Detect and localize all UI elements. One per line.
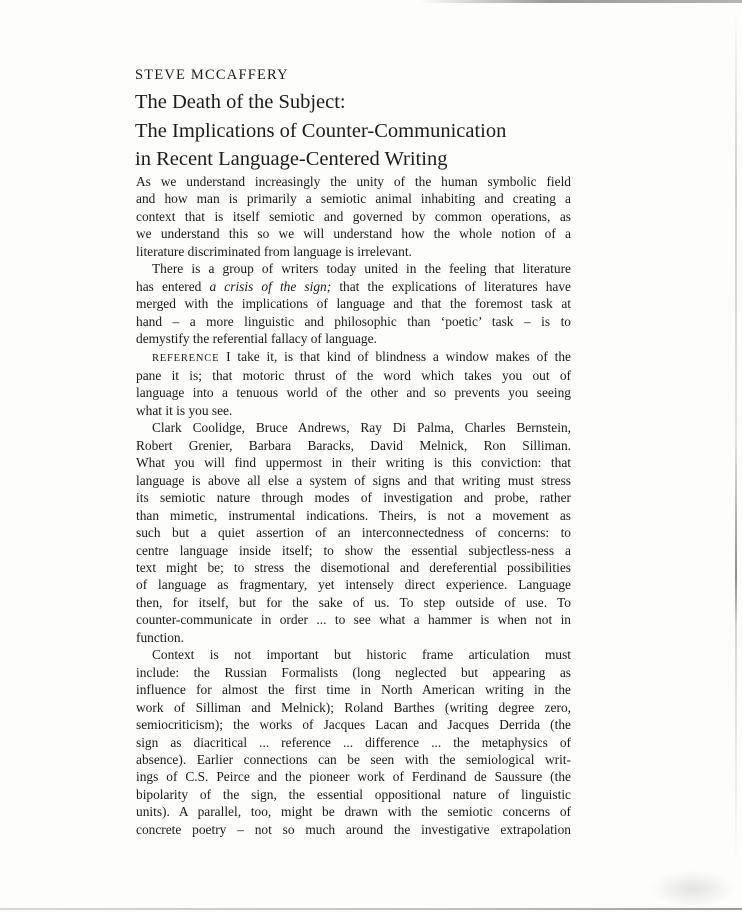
body-line: There is a group of writers today united in the feeling that literature [152, 261, 571, 277]
article-title [135, 88, 506, 174]
scan-edge-right [735, 10, 737, 870]
body-line: semiocriticism); the works of Jacques Lacan and Jacques Derrida (the [136, 717, 571, 733]
body-line: we understand this so we will understand how the whole notion of a [136, 226, 571, 242]
body-line: such but a quiet assertion of an interconnectedness of concerns: to [136, 525, 571, 541]
title-line: The Death of the Subject: [135, 91, 346, 113]
body-line: language is above all else a system of signs and that writing must stress [136, 472, 571, 488]
body-line: pane it is; that motoric thrust of the word which takes you out of [136, 367, 571, 383]
body-line: sign as diacritical ... reference ... difference ... the metaphysics of [136, 734, 571, 750]
scan-edge-bottom [0, 908, 742, 910]
body-line: literature discriminated from language is irrelevant. [136, 243, 412, 259]
body-line [136, 278, 571, 295]
article-body [136, 173, 571, 838]
body-line: ings of C.S. Peirce and the pioneer work of Ferdinand de Saussure (the [136, 769, 571, 785]
title-line: The Implications of Counter-Communication [135, 119, 507, 142]
body-line: than mimetic, instrumental indications. Theirs, is not a movement as [136, 507, 571, 523]
body-line: As we understand increasingly the unity of the human symbolic field [136, 174, 571, 189]
body-text-run: that the explications of literatures have [331, 278, 571, 294]
body-line: units). A parallel, too, might be drawn with the semiotic concerns of [136, 804, 571, 820]
body-line: bipolarity of the sign, the essential oppositional nature of linguistic [136, 786, 571, 802]
body-line: language into a tenuous world of the other and so prevents you seeing [136, 385, 571, 401]
body-line: centre language inside itself; to show the essential subjectless-ness a [136, 542, 571, 558]
body-line: function. [136, 629, 184, 645]
body-line: demystify the referential fallacy of language. [136, 331, 377, 347]
body-line: merged with the implications of language and that the foremost task at [136, 296, 571, 312]
body-line: Robert Grenier, Barbara Baracks, David Melnick, Ron Silliman. [136, 437, 571, 453]
body-line: concrete poetry – not so much around the investigative extrapolation [136, 821, 571, 837]
body-line: include: the Russian Formalists (long neglected but appearing as [136, 664, 571, 680]
title-line: in Recent Language-Centered Writing [135, 148, 448, 170]
body-line: what it is you see. [136, 402, 233, 418]
body-line: absence). Earlier connections can be seen with the semiological writ- [136, 751, 571, 767]
body-line: context that is itself semiotic and governed by common operations, as [136, 208, 571, 224]
scan-smudge [650, 870, 735, 908]
body-text-run: I take it, is that kind of blindness a window makes of the [219, 348, 571, 364]
author-name: STEVE MCCAFFERY [135, 67, 289, 83]
small-caps-term: REFERENCE [152, 352, 220, 364]
body-text-run: has entered [136, 278, 210, 294]
body-line: influence for almost the first time in North American writing in the [136, 682, 571, 698]
body-line [136, 348, 571, 367]
body-line: Context is not important but historic frame articulation must [152, 647, 571, 663]
body-line: hand – a more linguistic and philosophic than ‘poetic’ task – is to [136, 313, 571, 329]
body-line: of language as fragmentary, yet intensely direct experience. Language [136, 577, 571, 593]
scan-edge-top [420, 0, 742, 3]
body-line: work of Silliman and Melnick); Roland Barthes (writing degree zero, [136, 699, 571, 715]
body-line: What you will find uppermost in their writing is this conviction: that [136, 455, 571, 471]
body-line: Clark Coolidge, Bruce Andrews, Ray Di Palma, Charles Bernstein, [152, 420, 571, 436]
body-line: then, for itself, but for the sake of us. To step outside of use. To [136, 594, 571, 610]
body-line: text might be; to stress the disemotional and dereferential possibilities [136, 559, 571, 575]
body-line: its semiotic nature through modes of investigation and probe, rather [136, 490, 571, 506]
body-line: counter-communicate in order ... to see what a hammer is when not in [136, 612, 571, 628]
body-line: and how man is primarily a semiotic animal inhabiting and creating a [136, 191, 571, 207]
italic-phrase: a crisis of the sign; [209, 278, 332, 294]
